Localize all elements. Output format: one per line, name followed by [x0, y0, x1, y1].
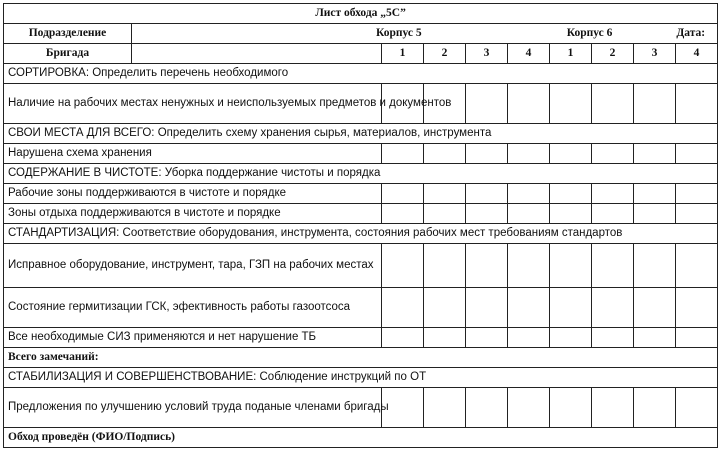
- item-label: Рабочие зоны поддерживаются в чистоте и порядке: [4, 184, 382, 204]
- column-number: 4: [508, 44, 550, 64]
- column-number: 3: [634, 44, 676, 64]
- check-cell[interactable]: [676, 288, 718, 328]
- check-cell[interactable]: [424, 388, 466, 428]
- check-cell[interactable]: [508, 144, 550, 164]
- check-cell[interactable]: [634, 244, 676, 288]
- item-label: Зоны отдыха поддерживаются в чистоте и порядке: [4, 204, 382, 224]
- check-cell[interactable]: [508, 204, 550, 224]
- check-cell[interactable]: [424, 204, 466, 224]
- item-label: Все необходимые СИЗ применяются и нет нарушение ТБ: [4, 328, 382, 348]
- check-cell[interactable]: [634, 288, 676, 328]
- check-cell[interactable]: [382, 204, 424, 224]
- item-label: Нарушена схема хранения: [4, 144, 382, 164]
- item-label: Исправное оборудование, инструмент, тара, ГЗП на рабочих местах: [4, 244, 382, 288]
- check-cell[interactable]: [550, 328, 592, 348]
- check-cell[interactable]: [592, 204, 634, 224]
- check-cell[interactable]: [424, 244, 466, 288]
- building-5-label: Корпус 5: [376, 27, 422, 39]
- check-cell[interactable]: [466, 288, 508, 328]
- check-cell[interactable]: [382, 144, 424, 164]
- section-row-improve: [4, 368, 718, 388]
- check-cell[interactable]: [382, 244, 424, 288]
- signature-row: [4, 428, 718, 448]
- title-row: [4, 4, 718, 24]
- section-row-place: [4, 124, 718, 144]
- check-cell[interactable]: [508, 244, 550, 288]
- date-label: Дата:: [676, 27, 706, 39]
- column-number: 1: [550, 44, 592, 64]
- check-cell[interactable]: [508, 288, 550, 328]
- check-cell[interactable]: [550, 288, 592, 328]
- check-cell[interactable]: [676, 328, 718, 348]
- section-place: СВОИ МЕСТА ДЛЯ ВСЕГО: Определить схему хранения сырья, материалов, инструмента: [4, 124, 718, 144]
- check-cell[interactable]: [508, 328, 550, 348]
- check-cell[interactable]: [676, 204, 718, 224]
- check-cell[interactable]: [676, 388, 718, 428]
- column-number: 1: [382, 44, 424, 64]
- item-row: [4, 388, 718, 428]
- check-cell[interactable]: [550, 244, 592, 288]
- check-cell[interactable]: [466, 144, 508, 164]
- signature-label: Обход проведён (ФИО/Подпись): [4, 428, 718, 448]
- check-cell[interactable]: [508, 184, 550, 204]
- brigade-value-cell[interactable]: [132, 44, 382, 64]
- check-cell[interactable]: [466, 184, 508, 204]
- check-cell[interactable]: [466, 84, 508, 124]
- item-label: Наличие на рабочих местах ненужных и неиспользуемых предметов и документов: [4, 84, 382, 124]
- buildings-header: [132, 24, 718, 44]
- division-row: [4, 24, 718, 44]
- check-cell[interactable]: [382, 328, 424, 348]
- column-number: 2: [424, 44, 466, 64]
- column-number: 2: [592, 44, 634, 64]
- item-label: Состояние гермитизации ГСК, эфективность работы газоотсоса: [4, 288, 382, 328]
- check-cell[interactable]: [424, 328, 466, 348]
- item-row: [4, 328, 718, 348]
- section-standard: СТАНДАРТИЗАЦИЯ: Соответствие оборудования, инструмента, состояния рабочих мест требованиям стандартов: [4, 224, 718, 244]
- check-cell[interactable]: [466, 328, 508, 348]
- section-row-clean: [4, 164, 718, 184]
- check-cell[interactable]: [508, 388, 550, 428]
- item-row: [4, 144, 718, 164]
- check-cell[interactable]: [382, 288, 424, 328]
- check-cell[interactable]: [634, 144, 676, 164]
- building-6-label: Корпус 6: [566, 27, 613, 39]
- total-remarks-label: Всего замечаний:: [4, 348, 718, 368]
- check-cell[interactable]: [676, 84, 718, 124]
- item-row: [4, 244, 718, 288]
- check-cell[interactable]: [592, 84, 634, 124]
- check-cell[interactable]: [592, 184, 634, 204]
- section-row-standard: [4, 224, 718, 244]
- check-cell[interactable]: [592, 288, 634, 328]
- check-cell[interactable]: [550, 184, 592, 204]
- check-cell[interactable]: [550, 144, 592, 164]
- check-cell[interactable]: [550, 204, 592, 224]
- item-row: [4, 288, 718, 328]
- check-cell[interactable]: [634, 184, 676, 204]
- check-cell[interactable]: [634, 204, 676, 224]
- brigade-label: Бригада: [4, 44, 132, 64]
- check-cell[interactable]: [508, 84, 550, 124]
- sheet-title: Лист обхода „5С”: [4, 4, 718, 24]
- check-cell[interactable]: [466, 388, 508, 428]
- check-cell[interactable]: [592, 388, 634, 428]
- check-cell[interactable]: [592, 328, 634, 348]
- check-cell[interactable]: [550, 388, 592, 428]
- check-cell[interactable]: [676, 244, 718, 288]
- section-sort: СОРТИРОВКА: Определить перечень необходимого: [4, 64, 718, 84]
- section-row-sort: [4, 64, 718, 84]
- inspection-sheet-table: [3, 3, 718, 448]
- check-cell[interactable]: [550, 84, 592, 124]
- check-cell[interactable]: [592, 244, 634, 288]
- check-cell[interactable]: [634, 84, 676, 124]
- section-improve: СТАБИЛИЗАЦИЯ И СОВЕРШЕНСТВОВАНИЕ: Соблюдение инструкций по ОТ: [4, 368, 718, 388]
- division-label: Подразделение: [4, 24, 132, 44]
- check-cell[interactable]: [424, 288, 466, 328]
- check-cell[interactable]: [382, 184, 424, 204]
- section-clean: СОДЕРЖАНИЕ В ЧИСТОТЕ: Уборка поддержание чистоты и порядка: [4, 164, 718, 184]
- total-row: [4, 348, 718, 368]
- check-cell[interactable]: [592, 144, 634, 164]
- check-cell[interactable]: [424, 144, 466, 164]
- check-cell[interactable]: [676, 144, 718, 164]
- check-cell[interactable]: [424, 184, 466, 204]
- item-label: Предложения по улучшению условий труда поданые членами бригады: [4, 388, 382, 428]
- column-number: 4: [676, 44, 718, 64]
- column-number: 3: [466, 44, 508, 64]
- check-cell[interactable]: [676, 184, 718, 204]
- brigade-row: [4, 44, 718, 64]
- item-row: [4, 204, 718, 224]
- check-cell[interactable]: [634, 328, 676, 348]
- check-cell[interactable]: [466, 204, 508, 224]
- check-cell[interactable]: [466, 244, 508, 288]
- check-cell[interactable]: [634, 388, 676, 428]
- item-row: [4, 184, 718, 204]
- item-row: [4, 84, 718, 124]
